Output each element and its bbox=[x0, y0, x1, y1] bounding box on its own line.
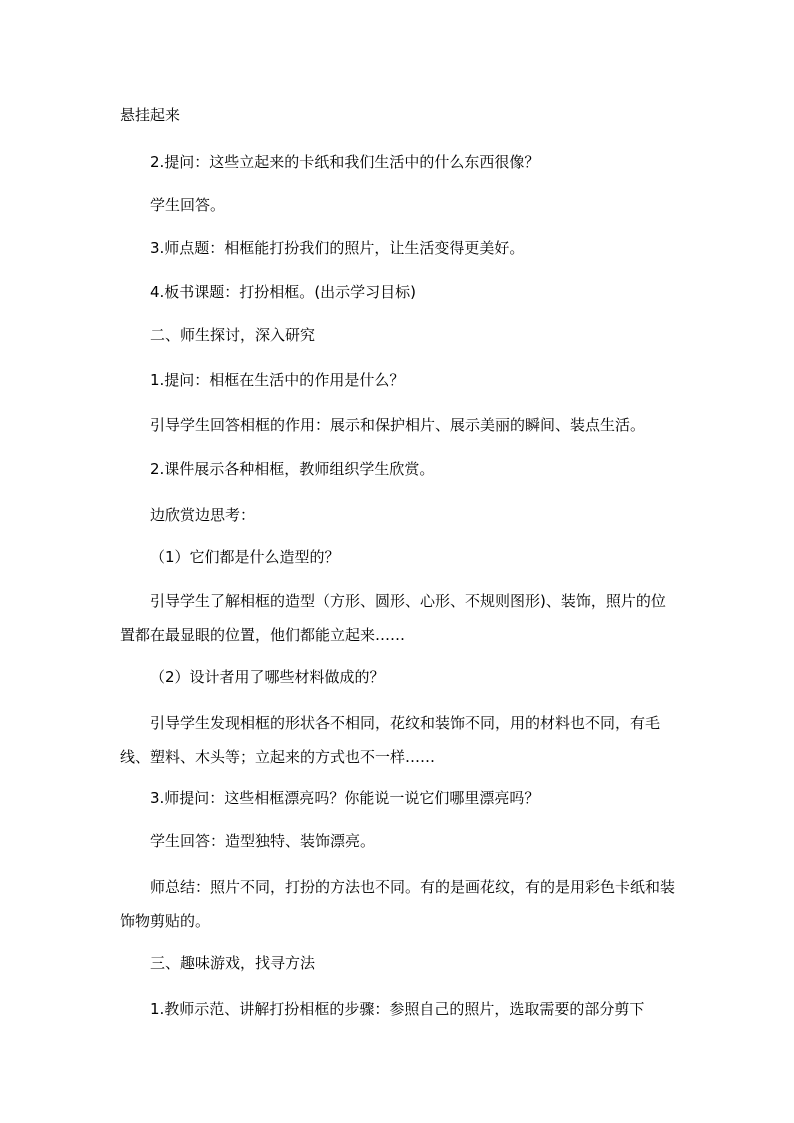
paragraph-courseware: 2.课件展示各种相框，教师组织学生欣赏。 bbox=[150, 460, 435, 478]
paragraph-question-3: 3.师提问：这些相框漂亮吗？你能说一说它们哪里漂亮吗？ bbox=[150, 789, 540, 807]
paragraph-board-title: 4.板书课题：打扮相框。(出示学习目标) bbox=[150, 283, 417, 301]
paragraph-guide-function: 引导学生回答相框的作用：展示和保护相片、展示美丽的瞬间、装点生活。 bbox=[150, 416, 646, 434]
paragraph-think: 边欣赏边思考： bbox=[150, 506, 256, 524]
section-heading-3: 三、趣味游戏，找寻方法 bbox=[150, 954, 316, 972]
paragraph-sub-question-2: （2）设计者用了哪些材料做成的？ bbox=[150, 668, 385, 686]
paragraph-student-answer: 学生回答。 bbox=[150, 196, 226, 214]
paragraph-guide-materials: 引导学生发现相框的形状各不相同，花纹和装饰不同，用的材料也不同，有毛线、塑料、木头等；立起来的方式也不一样…… bbox=[120, 714, 661, 766]
paragraph-teacher-point: 3.师点题：相框能打扮我们的照片，让生活变得更美好。 bbox=[150, 239, 525, 257]
paragraph-continuation: 悬挂起来 bbox=[120, 106, 181, 124]
paragraph-student-answer-2: 学生回答：造型独特、装饰漂亮。 bbox=[150, 832, 376, 850]
paragraph-question-1: 1.提问：相框在生活中的作用是什么？ bbox=[150, 371, 405, 389]
paragraph-demo-steps: 1.教师示范、讲解打扮相框的步骤：参照自己的照片，选取需要的部分剪下 bbox=[150, 1000, 645, 1018]
paragraph-question-2: 2.提问：这些立起来的卡纸和我们生活中的什么东西很像？ bbox=[150, 153, 540, 171]
paragraph-teacher-summary: 师总结：照片不同，打扮的方法也不同。有的是画花纹，有的是用彩色卡纸和装饰物剪贴的。 bbox=[120, 878, 676, 930]
paragraph-guide-shape: 引导学生了解相框的造型（方形、圆形、心形、不规则图形)、装饰，照片的位置都在最显眼的位置，他们都能立起来…… bbox=[120, 592, 666, 644]
paragraph-sub-question-1: （1）它们都是什么造型的？ bbox=[150, 548, 340, 566]
section-heading-2: 二、师生探讨，深入研究 bbox=[150, 326, 316, 344]
